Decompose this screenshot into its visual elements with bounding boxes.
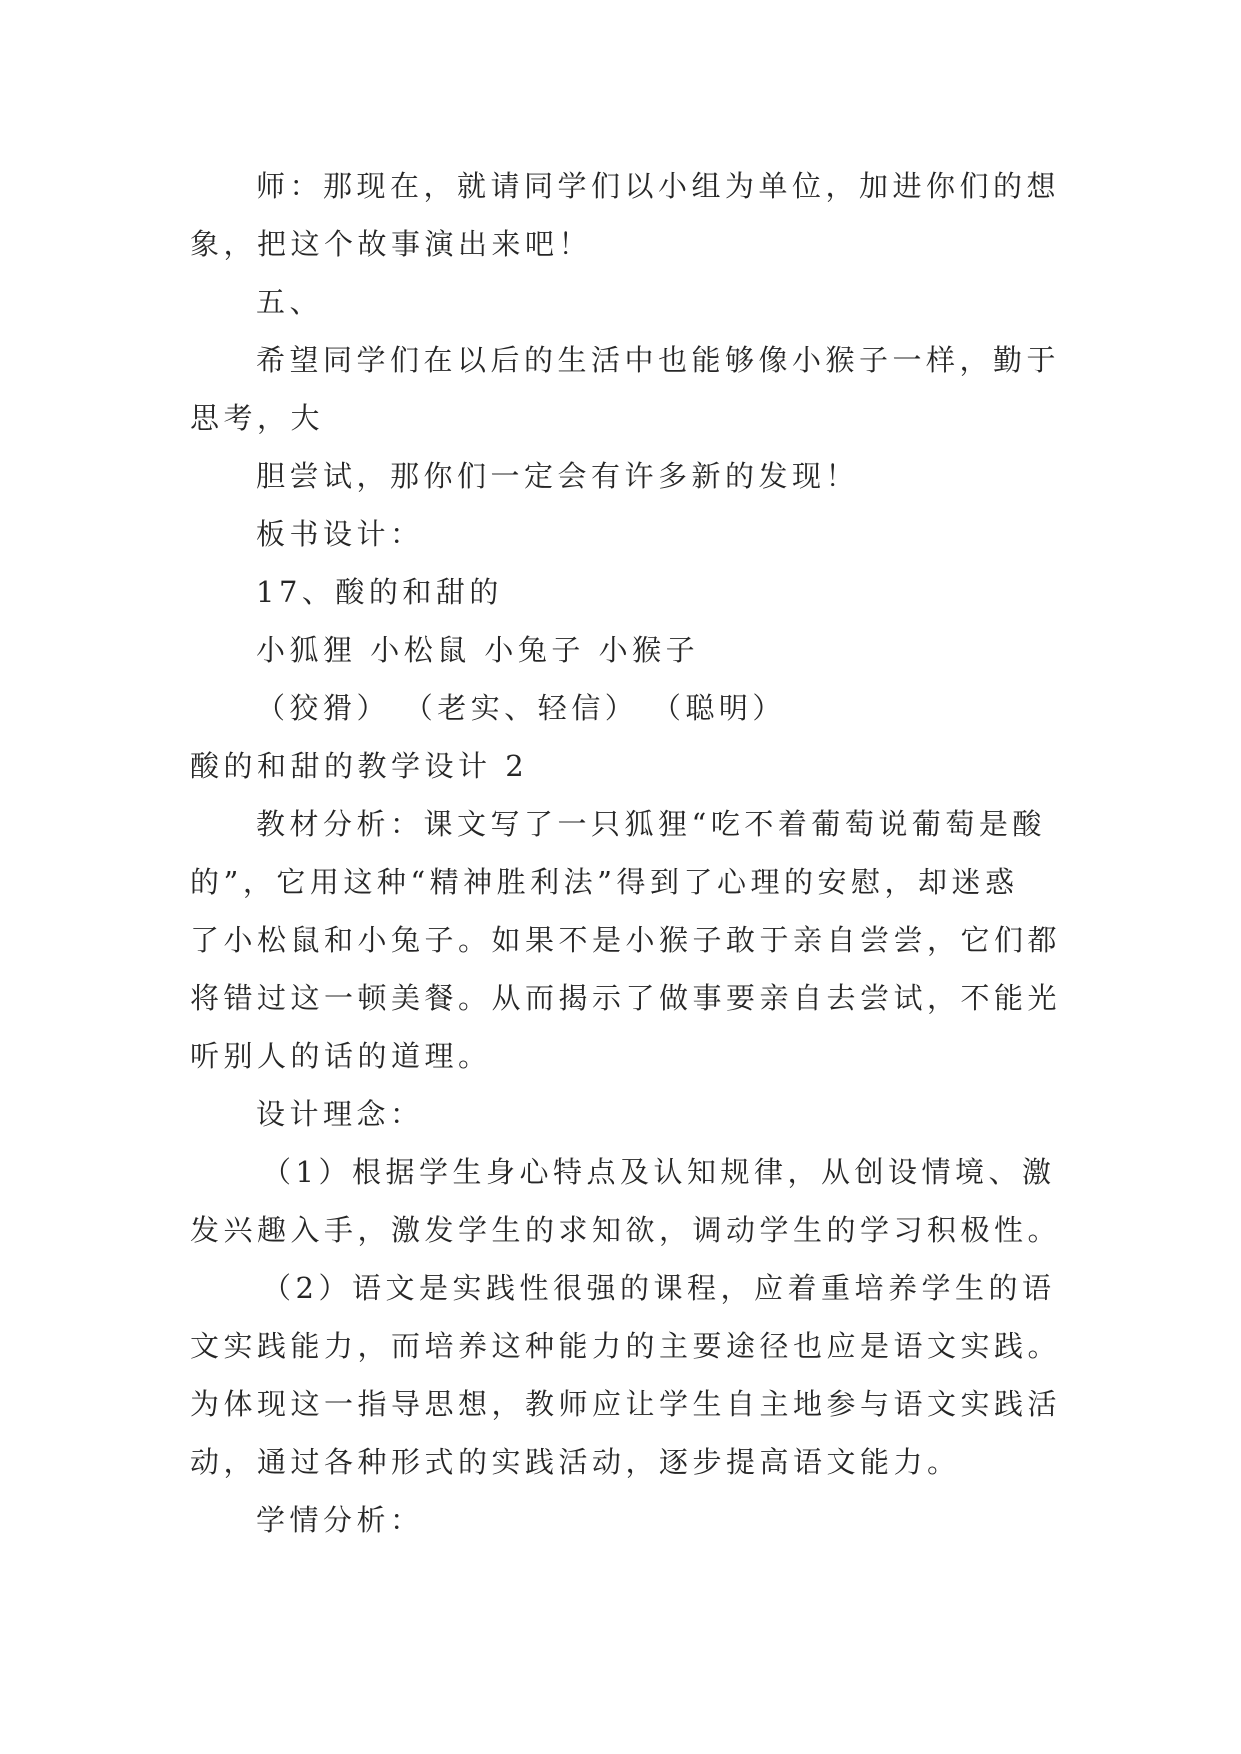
text-line: 文实践能力，而培养这种能力的主要途径也应是语文实践。 xyxy=(190,1329,1062,1363)
text-line: 了小松鼠和小兔子。如果不是小猴子敢于亲自尝尝，它们都 xyxy=(190,923,1062,957)
text-line: （1）根据学生身心特点及认知规律，从创设情境、激 xyxy=(262,1155,1056,1189)
text-line: 将错过这一顿美餐。从而揭示了做事要亲自去尝试，不能光 xyxy=(190,981,1062,1015)
text-line: 为体现这一指导思想，教师应让学生自主地参与语文实践活 xyxy=(190,1387,1062,1421)
text-line: 象，把这个故事演出来吧！ xyxy=(190,227,593,261)
text-line: （狡猾） （老实、轻信） （聪明） xyxy=(256,691,786,725)
text-line: 动，通过各种形式的实践活动，逐步提高语文能力。 xyxy=(190,1445,961,1479)
text-line: 希望同学们在以后的生活中也能够像小猴子一样，勤于 xyxy=(256,343,1061,377)
text-line: 学情分析： xyxy=(256,1503,424,1537)
text-line: 思考，大 xyxy=(190,401,325,435)
text-line: 的”，它用这种“精神胜利法”得到了心理的安慰，却迷惑 xyxy=(190,865,1019,899)
text-line: 小狐狸 小松鼠 小兔子 小猴子 xyxy=(256,633,700,667)
text-line: 教材分析：课文写了一只狐狸“吃不着葡萄说葡萄是酸 xyxy=(256,807,1046,841)
text-line: 师：那现在，就请同学们以小组为单位，加进你们的想 xyxy=(256,169,1061,203)
text-line: 听别人的话的道理。 xyxy=(190,1039,492,1073)
text-line: 17、酸的和甜的 xyxy=(256,575,503,609)
text-line: （2）语文是实践性很强的课程，应着重培养学生的语 xyxy=(262,1271,1056,1305)
text-line: 胆尝试，那你们一定会有许多新的发现！ xyxy=(256,459,860,493)
text-line: 板书设计： xyxy=(256,517,424,551)
text-line: 设计理念： xyxy=(256,1097,424,1131)
text-line: 发兴趣入手，激发学生的求知欲，调动学生的学习积极性。 xyxy=(190,1213,1062,1247)
section-title: 酸的和甜的教学设计 2 xyxy=(190,749,529,783)
section-heading: 五、 xyxy=(256,285,324,319)
